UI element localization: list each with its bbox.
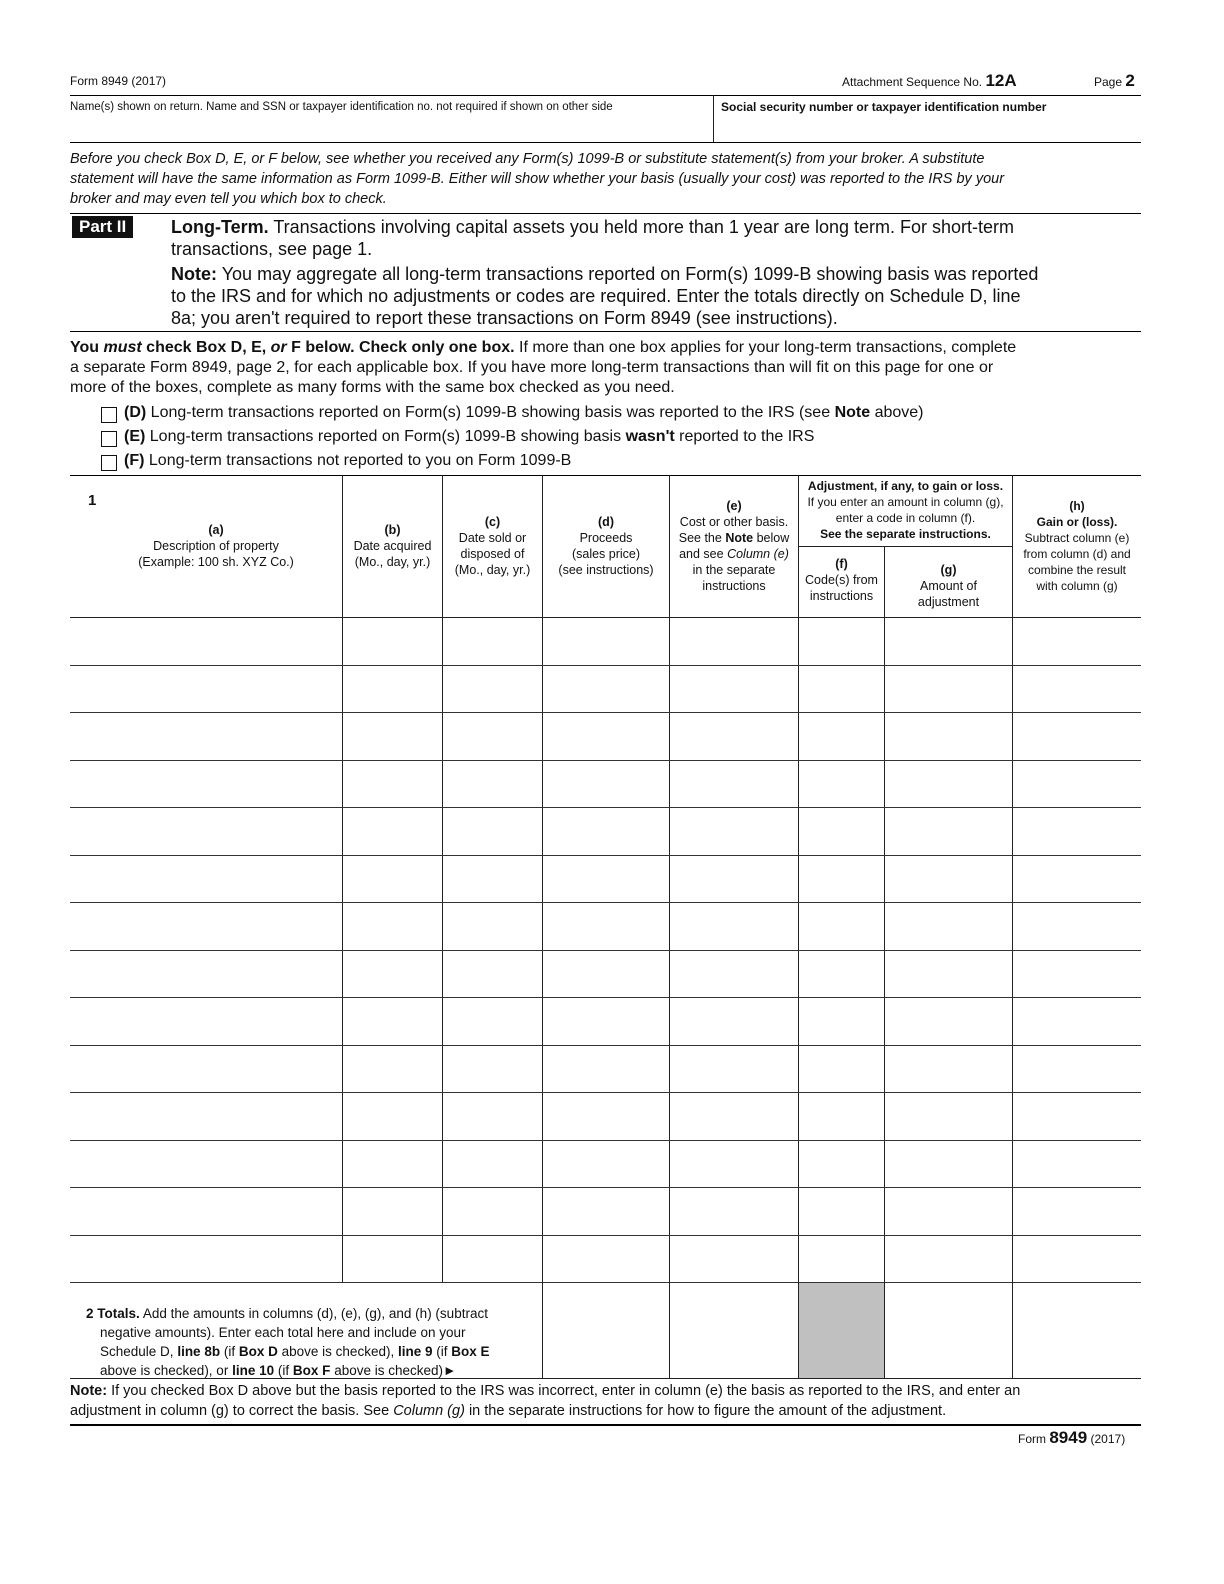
checkbox-d-label (124, 404, 924, 422)
table-cell-input[interactable] (543, 666, 668, 712)
table-cell-input[interactable] (443, 666, 541, 712)
part-ii-label: Part II (72, 216, 133, 238)
must-check-instructions (70, 338, 1150, 398)
must-check-box: check Box D, E, (146, 339, 267, 356)
table-cell-input[interactable] (1013, 618, 1140, 664)
table-cell-input[interactable] (885, 1046, 1011, 1092)
totals-text: (if (223, 1344, 236, 1359)
col-text: (Mo., day, yr.) (354, 555, 431, 569)
must-line: more of the boxes, complete as many forms with the same box checked as you need. (70, 379, 675, 396)
part-ii-description (171, 216, 1151, 329)
table-cell-input[interactable] (799, 1141, 883, 1187)
col-text: with column (g) (1036, 579, 1118, 593)
checkbox-text: reported to the IRS (679, 428, 815, 445)
table-cell-input[interactable] (71, 808, 341, 854)
totals-text: above is checked), or (100, 1363, 229, 1378)
col-b-header (343, 522, 442, 570)
page-label: Page (1094, 75, 1123, 89)
col-text: Subtract column (e) (1024, 531, 1130, 545)
totals-text: negative amounts). Enter each total here and include on your (100, 1325, 466, 1340)
table-cell-input[interactable] (71, 1093, 341, 1139)
col-text: See the (678, 531, 722, 545)
col-text: Code(s) from (805, 573, 878, 587)
table-cell-input[interactable] (885, 856, 1011, 902)
totals-bold: line 8b (177, 1344, 221, 1359)
table-cell-input[interactable] (885, 761, 1011, 807)
col-text: Date acquired (353, 539, 432, 553)
col-letter: (a) (208, 523, 224, 537)
table-cell-input[interactable] (1013, 1236, 1140, 1282)
table-cell-input[interactable] (1013, 903, 1140, 949)
table-cell-input[interactable] (1013, 998, 1140, 1044)
col-letter: (e) (726, 499, 742, 513)
totals-bold: line 10 (232, 1363, 275, 1378)
table-cell-input[interactable] (885, 1236, 1011, 1282)
col-bold: Gain or (loss). (1036, 515, 1118, 529)
table-cell-input[interactable] (443, 998, 541, 1044)
table-cell-input[interactable] (670, 1141, 797, 1187)
table-cell-input[interactable] (885, 903, 1011, 949)
table-cell-input[interactable] (670, 856, 797, 902)
table-cell-input[interactable] (885, 618, 1011, 664)
footer-note-text: adjustment in column (g) to correct the basis. See (70, 1403, 390, 1419)
footer-form-label: Form (1018, 1432, 1046, 1446)
checkbox-f-label (124, 452, 571, 470)
table-cell-input[interactable] (799, 1188, 883, 1234)
table-cell-input[interactable] (799, 998, 883, 1044)
must-line: a separate Form 8949, page 2, for each applicable box. If you have more long-term transactions than will fit on this page for one or (70, 359, 994, 376)
totals-text: Add the amounts in columns (d), (e), (g), and (h) (subtract (142, 1306, 488, 1321)
table-cell-input[interactable] (885, 1093, 1011, 1139)
col-text: below (756, 531, 790, 545)
footer-form-number: 8949 (1049, 1428, 1088, 1447)
table-cell-input[interactable] (71, 998, 341, 1044)
form-footer (1018, 1428, 1125, 1448)
table-cell-input[interactable] (670, 1046, 797, 1092)
totals-label (86, 1304, 536, 1380)
totals-input[interactable] (1013, 1283, 1140, 1377)
table-cell-input[interactable] (443, 951, 541, 997)
col-g-header (885, 562, 1012, 610)
col-text: and see (679, 547, 724, 561)
table-cell-input[interactable] (343, 1141, 441, 1187)
table-cell-input[interactable] (885, 998, 1011, 1044)
table-cell-input[interactable] (543, 856, 668, 902)
table-cell-input[interactable] (343, 1236, 441, 1282)
col-letter: (f) (835, 557, 848, 571)
table-cell-input[interactable] (71, 903, 341, 949)
table-cell-input[interactable] (343, 713, 441, 759)
part-ii-title: Long-Term. (171, 217, 269, 237)
col-f-header (799, 556, 884, 604)
checkbox-code: (F) (124, 452, 145, 469)
part-ii-desc: Transactions involving capital assets you held more than 1 year are long term. For short-term (273, 217, 1015, 237)
intro-line: Before you check Box D, E, or F below, see whether you received any Form(s) 1099-B or substitute statement(s) from your broker. A substitute (70, 151, 985, 167)
table-cell-input[interactable] (670, 903, 797, 949)
col-text: from column (d) and (1023, 547, 1131, 561)
totals-text: Schedule D, (100, 1344, 174, 1359)
table-cell-input[interactable] (1013, 808, 1140, 854)
table-cell-input[interactable] (71, 1141, 341, 1187)
table-cell-input[interactable] (71, 618, 341, 664)
totals-input[interactable] (670, 1283, 797, 1377)
col-letter: (c) (484, 515, 501, 529)
intro-text (70, 149, 1150, 209)
table-cell-input[interactable] (543, 808, 668, 854)
checkbox-code: (E) (124, 428, 146, 445)
col-text: adjustment (917, 595, 980, 609)
table-cell-input[interactable] (543, 1093, 668, 1139)
table-cell-input[interactable] (799, 903, 883, 949)
table-cell-input[interactable] (670, 761, 797, 807)
footer-note-label: Note: (70, 1383, 108, 1399)
table-cell-input[interactable] (1013, 761, 1140, 807)
adjustment-divider (798, 546, 1012, 547)
table-cell-input[interactable] (1013, 666, 1140, 712)
table-cell-input[interactable] (1013, 713, 1140, 759)
checkbox-text: Long-term transactions reported on Form(s) 1099-B showing basis (149, 428, 622, 445)
table-cell-input[interactable] (799, 713, 883, 759)
totals-input[interactable] (885, 1283, 1011, 1377)
table-cell-input[interactable] (543, 1141, 668, 1187)
col-letter: (b) (384, 523, 401, 537)
table-cell-input[interactable] (71, 1188, 341, 1234)
form-label: Form 8949 (2017) (70, 74, 167, 88)
col-a-header (90, 522, 342, 570)
totals-bold: Box F (292, 1363, 331, 1378)
table-cell-input[interactable] (543, 618, 668, 664)
col-h-header (1013, 498, 1141, 594)
table-cell-input[interactable] (443, 618, 541, 664)
table-cell-input[interactable] (543, 761, 668, 807)
table-cell-input[interactable] (443, 761, 541, 807)
table-cell-input[interactable] (443, 1188, 541, 1234)
ssn-field[interactable] (714, 96, 1141, 142)
page-number (1094, 71, 1135, 91)
col-c-header (443, 514, 542, 578)
col-letter: (h) (1069, 499, 1085, 513)
table-cell-input[interactable] (543, 1188, 668, 1234)
col-text: Amount of (920, 579, 977, 593)
table-cell-input[interactable] (670, 951, 797, 997)
table-cell-input[interactable] (1013, 1093, 1140, 1139)
table-cell-input[interactable] (443, 903, 541, 949)
table-cell-input[interactable] (543, 903, 668, 949)
table-cell-input[interactable] (1013, 856, 1140, 902)
col-text: disposed of (460, 547, 525, 561)
table-cell-input[interactable] (885, 1141, 1011, 1187)
intro-line: broker and may even tell you which box to check. (70, 191, 387, 207)
arrow-icon: ► (443, 1363, 457, 1378)
table-cell-input[interactable] (443, 1093, 541, 1139)
line-1-number: 1 (88, 492, 97, 509)
totals-bold: Box E (451, 1344, 490, 1359)
table-cell-input[interactable] (670, 618, 797, 664)
col-e-header (670, 498, 798, 594)
table-cell-input[interactable] (1013, 1141, 1140, 1187)
table-cell-input[interactable] (343, 1093, 441, 1139)
checkbox-bold: Note (834, 404, 871, 421)
table-cell-input[interactable] (71, 666, 341, 712)
table-cell-input[interactable] (1013, 1188, 1140, 1234)
totals-bold: Box D (238, 1344, 278, 1359)
table-cell-input[interactable] (799, 761, 883, 807)
table-cell-input[interactable] (885, 666, 1011, 712)
checkbox-code: (D) (124, 404, 147, 421)
checkbox-text: Long-term transactions not reported to you on Form 1099-B (148, 452, 572, 469)
checkbox-e-label (124, 428, 814, 446)
checkbox-text: Long-term transactions reported on Form(s) 1099-B showing basis was reported to the IRS (see (150, 404, 831, 421)
checkbox-bold: wasn't (625, 428, 675, 445)
table-cell-input[interactable] (670, 1236, 797, 1282)
table-cell-input[interactable] (71, 856, 341, 902)
note-label: Note: (171, 264, 217, 284)
checkbox-e[interactable] (101, 431, 117, 447)
col-bold: Note (725, 531, 754, 545)
col-text: instructions (809, 589, 874, 603)
table-cell-input[interactable] (443, 713, 541, 759)
footer-note-italic: Column (g) (393, 1403, 465, 1419)
footer-form-year: (2017) (1090, 1432, 1126, 1446)
table-cell-input[interactable] (885, 1188, 1011, 1234)
footer-note-text: in the separate instructions for how to figure the amount of the adjustment. (468, 1403, 947, 1419)
note-text: 8a; you aren't required to report these transactions on Form 8949 (see instructions). (171, 308, 838, 328)
attachment-sequence (842, 71, 1017, 91)
col-text: combine the result (1027, 563, 1127, 577)
table-cell-input[interactable] (71, 761, 341, 807)
totals-text: (if (436, 1344, 448, 1359)
must-or: or (270, 339, 287, 356)
table-cell-input[interactable] (799, 1093, 883, 1139)
col-text: in the separate (692, 563, 776, 577)
table-cell-input[interactable] (543, 713, 668, 759)
table-cell-input[interactable] (799, 856, 883, 902)
table-cell-input[interactable] (343, 998, 441, 1044)
ssn-label: Social security number or taxpayer identification number (721, 100, 1047, 114)
table-cell-input[interactable] (670, 998, 797, 1044)
part-ii-desc: transactions, see page 1. (171, 239, 373, 259)
checkbox-d[interactable] (101, 407, 117, 423)
totals-f-shaded (799, 1283, 884, 1378)
table-cell-input[interactable] (71, 1236, 341, 1282)
table-cell-input[interactable] (71, 951, 341, 997)
table-cell-input[interactable] (71, 1046, 341, 1092)
col-letter: (d) (598, 515, 614, 529)
page-value: 2 (1125, 71, 1135, 90)
table-cell-input[interactable] (799, 1046, 883, 1092)
table-cell-input[interactable] (443, 1141, 541, 1187)
table-cell-input[interactable] (799, 951, 883, 997)
col-text: (Example: 100 sh. XYZ Co.) (138, 555, 294, 569)
name-field[interactable] (70, 96, 713, 142)
adjustment-header (799, 478, 1012, 542)
table-cell-input[interactable] (670, 1093, 797, 1139)
col-text: Description of property (153, 539, 279, 553)
col-text: Date sold or (458, 531, 527, 545)
table-cell-input[interactable] (799, 1236, 883, 1282)
name-label: Name(s) shown on return. Name and SSN or taxpayer identification no. not required if shown on other side (70, 101, 613, 113)
table-cell-input[interactable] (543, 951, 668, 997)
intro-line: statement will have the same information as Form 1099-B. Either will show whether your basis (usually your cost) was reported to the IRS by your (70, 171, 1005, 187)
adj-bold: See the separate instructions. (820, 527, 991, 541)
table-cell-input[interactable] (670, 713, 797, 759)
footer-note-text: If you checked Box D above but the basis reported to the IRS was incorrect, enter in column (e) the basis as reported to the IRS, and enter an (111, 1383, 1021, 1399)
table-cell-input[interactable] (343, 666, 441, 712)
col-text: (sales price) (571, 547, 641, 561)
attachment-number: 12A (985, 71, 1017, 90)
col-text: (Mo., day, yr.) (454, 563, 531, 577)
adj-text: enter a code in column (f). (835, 511, 976, 525)
adj-text: If you enter an amount in column (g), (807, 495, 1004, 509)
must-word: must (103, 339, 142, 356)
col-text: Cost or other basis. (679, 515, 789, 529)
checkbox-text: above) (874, 404, 924, 421)
table-cell-input[interactable] (799, 666, 883, 712)
footer-note (70, 1381, 1150, 1421)
totals-text: (if (277, 1363, 290, 1378)
table-cell-input[interactable] (343, 951, 441, 997)
table-cell-input[interactable] (885, 713, 1011, 759)
table-cell-input[interactable] (799, 808, 883, 854)
table-cell-input[interactable] (885, 951, 1011, 997)
table-cell-input[interactable] (885, 808, 1011, 854)
col-text: Proceeds (579, 531, 633, 545)
totals-text: above is checked), (281, 1344, 395, 1359)
table-cell-input[interactable] (443, 808, 541, 854)
must-f-below: F below. Check only one box. (291, 339, 515, 356)
checkbox-f[interactable] (101, 455, 117, 471)
table-cell-input[interactable] (1013, 951, 1140, 997)
table-cell-input[interactable] (343, 1046, 441, 1092)
totals-text: above is checked) (334, 1363, 443, 1378)
table-cell-input[interactable] (343, 761, 441, 807)
table-cell-input[interactable] (343, 618, 441, 664)
table-cell-input[interactable] (543, 998, 668, 1044)
table-cell-input[interactable] (670, 1188, 797, 1234)
totals-input[interactable] (543, 1283, 668, 1377)
table-cell-input[interactable] (670, 666, 797, 712)
table-cell-input[interactable] (543, 1236, 668, 1282)
table-cell-input[interactable] (443, 856, 541, 902)
table-cell-input[interactable] (670, 808, 797, 854)
totals-bold: line 9 (397, 1344, 433, 1359)
col-text: (see instructions) (558, 563, 654, 577)
table-cell-input[interactable] (71, 713, 341, 759)
totals-title: Totals. (97, 1306, 140, 1321)
col-italic: Column (e) (727, 547, 789, 561)
note-text: You may aggregate all long-term transactions reported on Form(s) 1099-B showing basis was reported (221, 264, 1039, 284)
adj-title: Adjustment, if any, to gain or loss. (807, 479, 1004, 493)
totals-number: 2 (86, 1306, 94, 1321)
table-cell-input[interactable] (443, 1046, 541, 1092)
table-cell-input[interactable] (343, 856, 441, 902)
must-you: You (70, 339, 100, 356)
must-rest: If more than one box applies for your long-term transactions, complete (519, 339, 1017, 356)
table-cell-input[interactable] (443, 1236, 541, 1282)
note-text: to the IRS and for which no adjustments or codes are required. Enter the totals directly on Schedule D, line (171, 286, 1021, 306)
table-cell-input[interactable] (1013, 1046, 1140, 1092)
table-cell-input[interactable] (343, 1188, 441, 1234)
col-text: instructions (702, 579, 766, 593)
table-cell-input[interactable] (343, 903, 441, 949)
table-cell-input[interactable] (799, 618, 883, 664)
col-d-header (543, 514, 669, 578)
attachment-label: Attachment Sequence No. (842, 75, 983, 89)
table-cell-input[interactable] (343, 808, 441, 854)
col-letter: (g) (940, 563, 957, 577)
table-cell-input[interactable] (543, 1046, 668, 1092)
